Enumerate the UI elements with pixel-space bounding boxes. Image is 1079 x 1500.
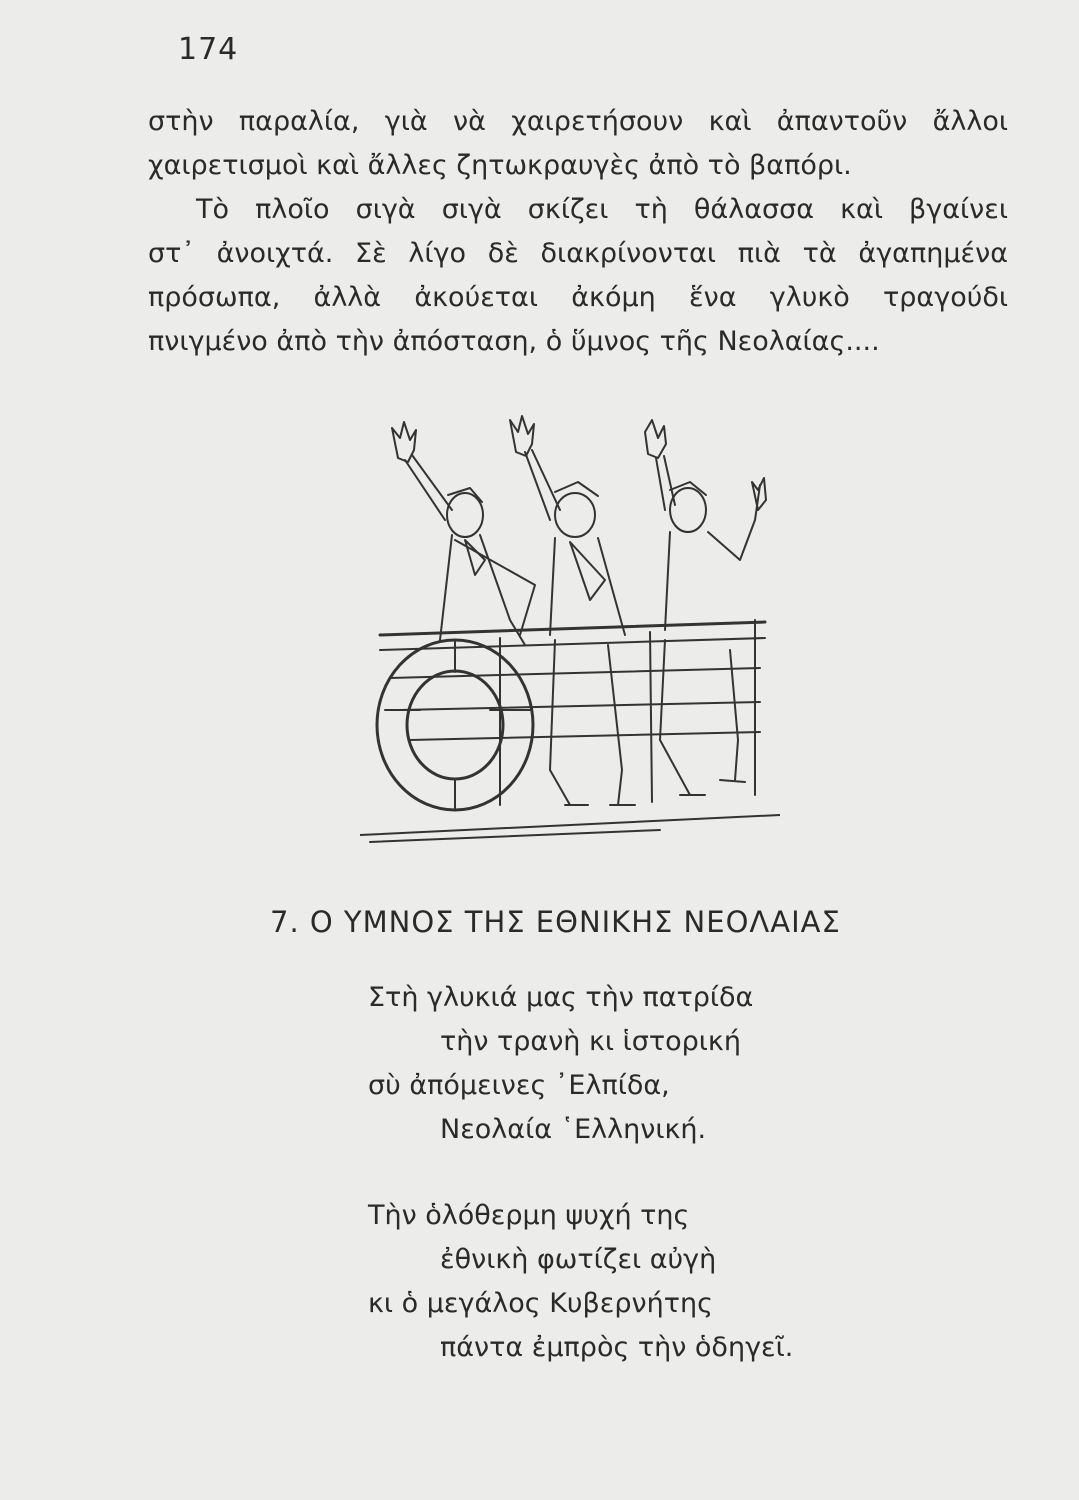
prose-paragraph: [148, 100, 1008, 364]
prose-line: πνιγμένο ἀπὸ τὴν ἀπόσταση, ὁ ὕμνος τῆς Νεολαίας....: [148, 326, 880, 357]
prose-line: χαιρετισμοὶ καὶ ἄλλες ζητωκραυγὲς ἀπὸ τὸ βαπόρι.: [148, 150, 852, 181]
poem-line: πάντα ἐμπρὸς τὴν ὁδηγεῖ.: [440, 1332, 794, 1363]
prose-line: Τὸ πλοῖο σιγὰ σιγὰ σκίζει τὴ θάλασσα καὶ βγαίνει: [196, 194, 1008, 225]
poem-line: κι ὁ μεγάλος Κυβερνήτης: [368, 1288, 713, 1319]
prose-line: στὴν παραλία, γιὰ νὰ χαιρετήσουν καὶ ἀπαντοῦν ἄλλοι: [148, 106, 1008, 137]
prose-line: στ᾿ ἀνοιχτά. Σὲ λίγο δὲ διακρίνονται πιὰ τὰ ἀγαπημένα: [148, 238, 1008, 269]
illustration-youths-on-ship-deck: [360, 410, 780, 850]
poem-line: Στὴ γλυκιά μας τὴν πατρίδα: [368, 982, 754, 1013]
poem-line: τὴν τρανὴ κι ἱστορική: [440, 1026, 741, 1057]
section-heading: 7. Ο ΥΜΝΟΣ ΤΗΣ ΕΘΝΙΚΗΣ ΝΕΟΛΑΙΑΣ: [270, 905, 841, 939]
page-number: 174: [178, 32, 239, 67]
poem-line: Νεολαία ῾Ελληνική.: [440, 1114, 707, 1145]
prose-line: πρόσωπα, ἀλλὰ ἀκούεται ἀκόμη ἕνα γλυκὸ τραγούδι: [148, 282, 1008, 313]
poem-line: σὺ ἀπόμεινες ᾿Ελπίδα,: [368, 1070, 670, 1101]
poem-line: ἐθνικὴ φωτίζει αὐγὴ: [440, 1244, 717, 1275]
poem-line: Τὴν ὁλόθερμη ψυχή της: [368, 1200, 690, 1231]
